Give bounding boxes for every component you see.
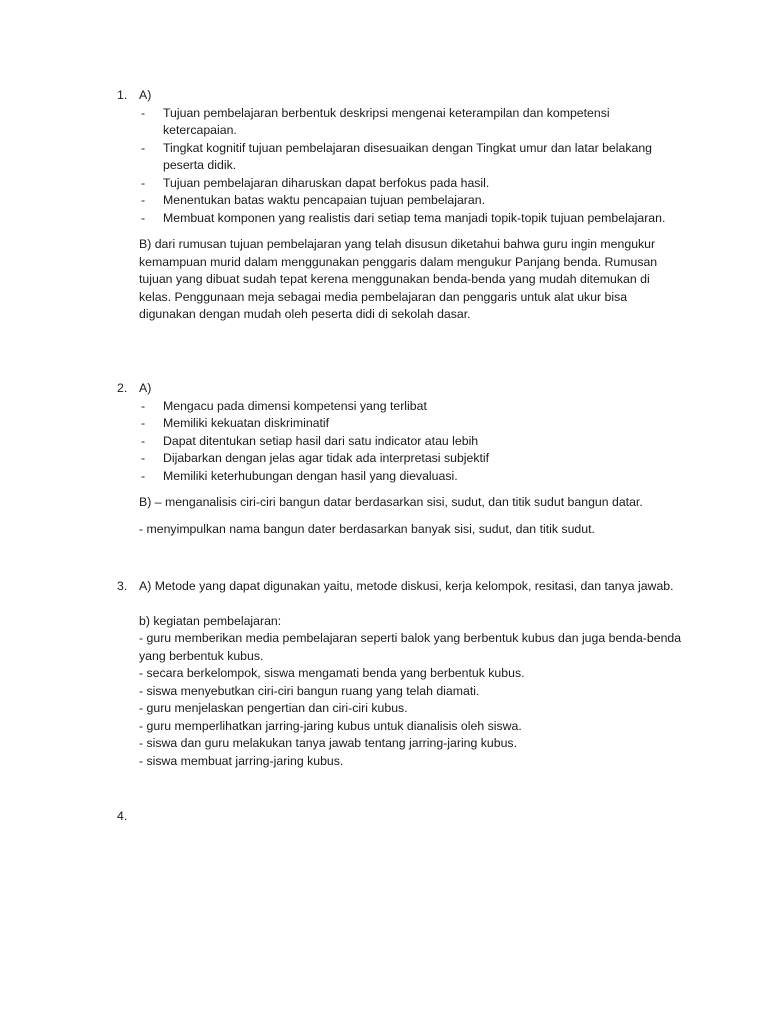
list-item (139, 105, 684, 140)
list-item-text: Tingkat kognitif tujuan pembelajaran disesuaikan dengan Tingkat umur dan latar belakang peserta didik. (163, 140, 653, 172)
part-a-paragraph: A) Metode yang dapat digunakan yaitu, metode diskusi, kerja kelompok, resitasi, dan tanya jawab. (139, 579, 674, 593)
question-number: 2. (117, 381, 128, 395)
list-item (139, 415, 684, 433)
part-b-item: - guru menjelaskan pengertian dan ciri-ciri kubus. (139, 701, 408, 715)
question-body (139, 380, 684, 538)
part-b-item: - siswa menyebutkan ciri-ciri bangun ruang yang telah diamati. (139, 683, 480, 698)
question-body (139, 87, 684, 324)
part-a-label: A) (139, 88, 152, 102)
list-item-text: Dapat ditentukan setiap hasil dari satu indicator atau lebih (163, 433, 479, 448)
list-item (139, 175, 684, 193)
list-item-text: Tujuan pembelajaran berbentuk deskripsi mengenai keterampilan dan kompetensi ketercapaian. (163, 105, 610, 137)
part-a-label: A) (139, 381, 152, 395)
list-item-text: Mengacu pada dimensi kompetensi yang terlibat (163, 398, 427, 413)
part-b-item: - guru memberikan media pembelajaran seperti balok yang berbentuk kubus dan juga benda-benda yang berbentuk kubus. (139, 631, 682, 663)
question-number: 1. (117, 88, 128, 102)
part-b-item: - guru memperlihatkan jarring-jaring kubus untuk dianalisis oleh siswa. (139, 718, 522, 733)
list-item-text: Tujuan pembelajaran diharuskan dapat berfokus pada hasil. (163, 175, 490, 190)
part-a-list (139, 105, 684, 228)
dash-bullet: - (141, 105, 146, 120)
list-item (139, 192, 684, 210)
list-item (139, 140, 684, 175)
dash-bullet: - (141, 451, 146, 465)
list-item (139, 433, 684, 451)
list-item-text: Menentukan batas waktu pencapaian tujuan pembelajaran. (163, 193, 485, 207)
list-item (139, 450, 684, 468)
dash-bullet: - (141, 468, 146, 483)
list-item-text: Memiliki keterhubungan dengan hasil yang dievaluasi. (163, 468, 458, 483)
part-b-line-2: - menyimpulkan nama bangun dater berdasarkan banyak sisi, sudut, dan titik sudut. (139, 521, 595, 536)
dash-bullet: - (141, 140, 146, 155)
dash-bullet: - (141, 210, 146, 225)
list-item-text: Memiliki kekuatan diskriminatif (163, 416, 330, 430)
part-b-label: b) kegiatan pembelajaran: (139, 613, 282, 628)
dash-bullet: - (141, 175, 146, 190)
list-item-text: Dijabarkan dengan jelas agar tidak ada interpretasi subjektif (163, 451, 490, 465)
part-b-paragraph: B) dari rumusan tujuan pembelajaran yang telah disusun diketahui bahwa guru ingin mengukur kemampuan murid dalam menggunakan penggaris dalam mengukur Panjang benda. Rumusan tujuan yang dibuat sudah tepat kerena menggunakan benda-benda yang mudah ditemukan di kelas. Penggunaan meja sebagai media pembelajaran dan penggaris untuk alat ukur bisa digunakan dengan mudah oleh peserta didi di sekolah dasar. (139, 237, 658, 321)
list-item (139, 210, 684, 228)
part-b-item: - secara berkelompok, siswa mengamati benda yang berbentuk kubus. (139, 666, 525, 680)
dash-bullet: - (141, 433, 146, 448)
list-item-text: Membuat komponen yang realistis dari setiap tema manjadi topik-topik tujuan pembelajaran. (163, 210, 666, 225)
dash-bullet: - (141, 193, 146, 207)
part-b-line-1: B) – menganalisis ciri-ciri bangun datar berdasarkan sisi, sudut, dan titik sudut bangun datar. (139, 495, 643, 509)
part-a-list (139, 398, 684, 486)
question-number: 4. (117, 809, 128, 823)
dash-bullet: - (141, 416, 146, 430)
list-item (139, 468, 684, 486)
part-b-item: - siswa dan guru melakukan tanya jawab tentang jarring-jaring kubus. (139, 736, 517, 750)
list-item (139, 398, 684, 416)
question-body (139, 578, 684, 770)
question-number: 3. (117, 579, 128, 593)
part-b-item: - siswa membuat jarring-jaring kubus. (139, 753, 344, 768)
dash-bullet: - (141, 398, 146, 413)
